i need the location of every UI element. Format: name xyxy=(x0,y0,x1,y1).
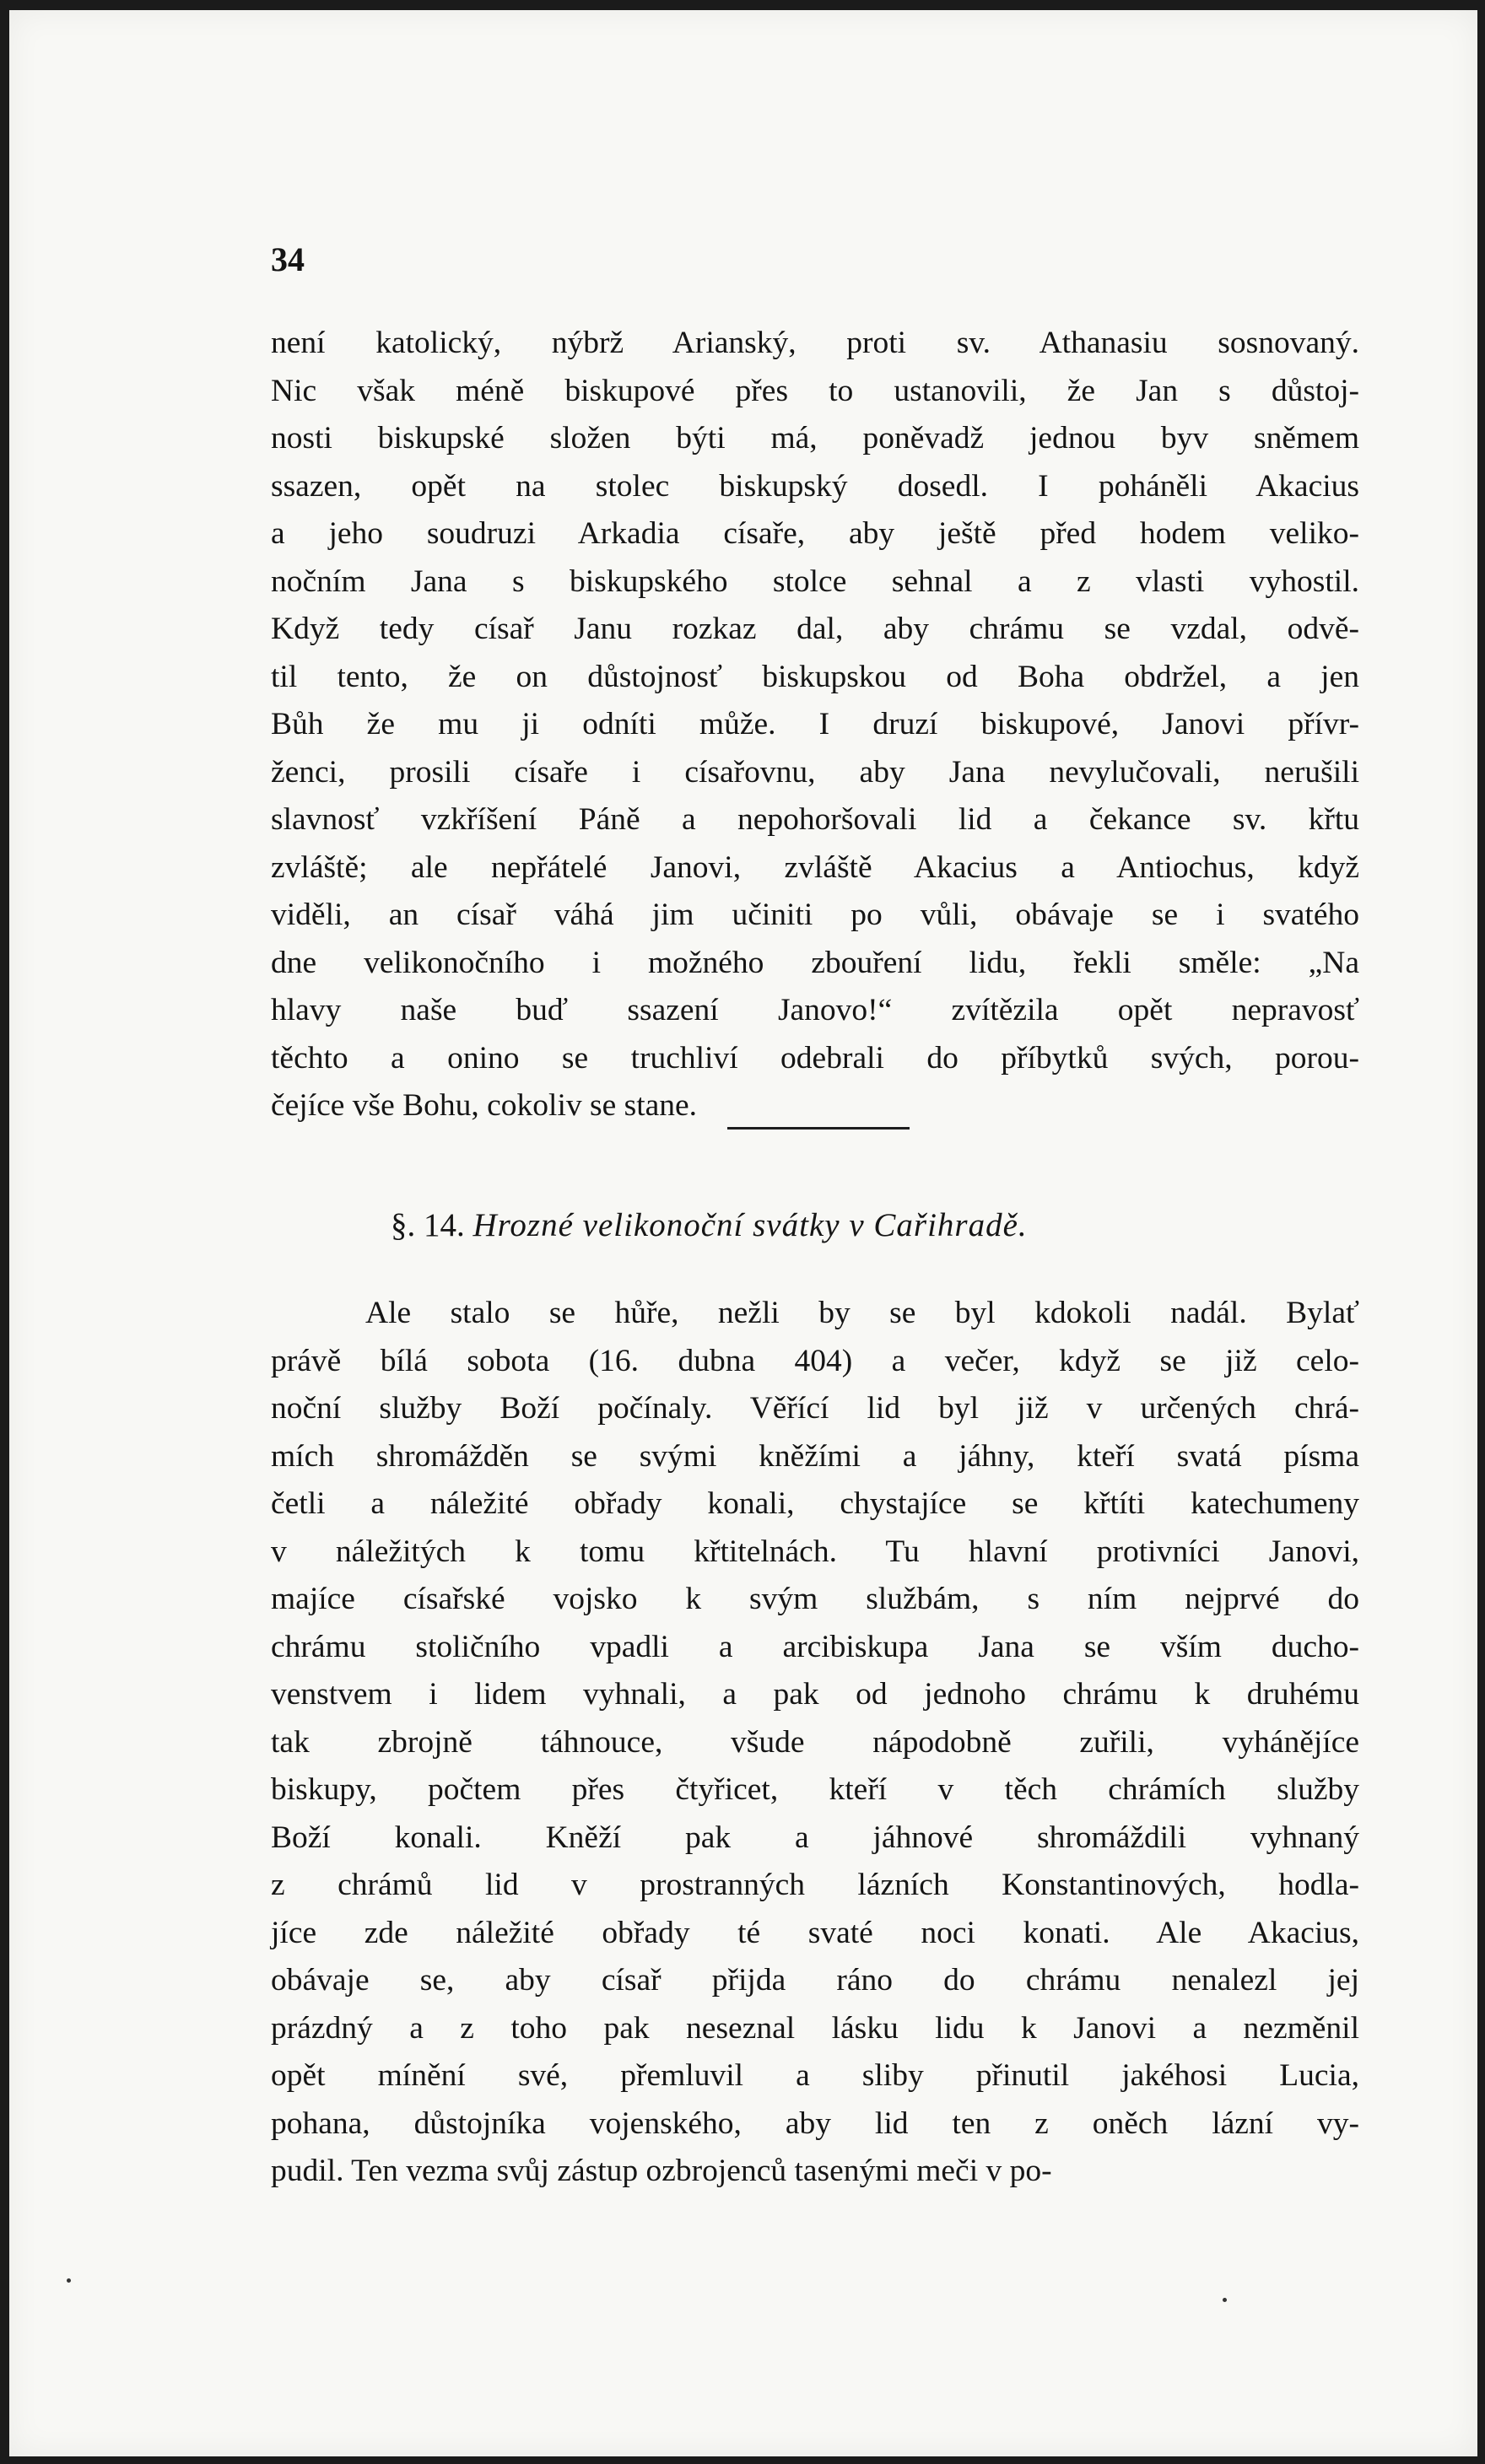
text-line: ssazen, opět na stolec biskupský dosedl. I poháněli Akacius xyxy=(271,468,1359,504)
page-number: 34 xyxy=(271,240,305,278)
paragraph-2 xyxy=(271,1290,1359,2196)
text-line: Ale stalo se hůře, nežli by se byl kdokoli nadál. Bylať xyxy=(365,1296,1359,1330)
text-line: četli a náležité obřady konali, chystajíce se křtíti katechumeny xyxy=(271,1486,1359,1521)
text-line: slavnosť vzkříšení Páně a nepohoršovali lid a čekance sv. křtu xyxy=(271,802,1359,837)
text-line: mích shromážděn se svými kněžími a jáhny, kteří svatá písma xyxy=(271,1438,1359,1474)
text-line: til tento, že on důstojnosť biskupskou od Boha obdržel, a jen xyxy=(271,659,1359,694)
text-line: pohana, důstojníka vojenského, aby lid ten z oněch lázní vy- xyxy=(271,2105,1359,2141)
text-line: prázdný a z toho pak neseznal lásku lidu k Janovi a nezměnil xyxy=(271,2010,1359,2046)
text-line: opět mínění své, přemluvil a sliby přinutil jakéhosi Lucia, xyxy=(271,2058,1359,2093)
text-line: Když tedy císař Janu rozkaz dal, aby chrámu se vzdal, odvě- xyxy=(271,612,1359,646)
text-line: dne velikonočního i možného zbouření lidu, řekli směle: „Na xyxy=(271,945,1359,980)
text-line: Bůh že mu ji odníti může. I druzí biskupové, Janovi přívr- xyxy=(271,707,1359,741)
text-line: v náležitých k tomu křtitelnách. Tu hlavní protivníci Janovi, xyxy=(271,1534,1359,1569)
text-line: viděli, an císař váhá jim učiniti po vůli, obávaje se i svatého xyxy=(271,898,1359,932)
text-line: obávaje se, aby císař přijda ráno do chrámu nenalezl jej xyxy=(271,1963,1359,1998)
text-line: zvláště; ale nepřátelé Janovi, zvláště Akacius a Antiochus, když xyxy=(271,849,1359,885)
text-line: pudil. Ten vezma svůj zástup ozbrojenců tasenými meči v po- xyxy=(271,2154,1052,2188)
text-line: těchto a onino se truchliví odebrali do příbytků svých, porou- xyxy=(271,1040,1359,1076)
text-line: venstvem i lidem vyhnali, a pak od jednoho chrámu k druhému xyxy=(271,1677,1359,1712)
text-line: Boží konali. Kněží pak a jáhnové shromáždili vyhnaný xyxy=(271,1820,1359,1855)
text-line: tak zbrojně táhnouce, všude nápodobně zuřili, vyhánějíce xyxy=(271,1724,1359,1760)
text-line: a jeho soudruzi Arkadia císaře, aby ještě před hodem veliko- xyxy=(271,516,1359,551)
text-line: biskupy, počtem přes čtyřicet, kteří v těch chrámích služby xyxy=(271,1772,1359,1807)
text-line: čejíce vše Bohu, cokoliv se stane. xyxy=(271,1088,698,1123)
text-line: není katolický, nýbrž Arianský, proti sv. Athanasiu sosnovaný. xyxy=(271,326,1359,360)
text-line: hlavy naše buď ssazení Janovo!“ zvítězila opět nepravosť xyxy=(271,993,1359,1027)
text-line: ženci, prosili císaře i císařovnu, aby Jana nevylučovali, nerušili xyxy=(271,754,1359,790)
text-line: noční služby Boží počínaly. Věřící lid byl již v určených chrá- xyxy=(271,1391,1359,1426)
section-heading xyxy=(391,1206,1243,1244)
text-line: chrámu stoličního vpadli a arcibiskupa Jana se vším ducho- xyxy=(271,1629,1359,1664)
text-line: z chrámů lid v prostranných lázních Konstantinových, hodla- xyxy=(271,1868,1359,1902)
scanned-page xyxy=(9,10,1477,2456)
text-line: Nic však méně biskupové přes to ustanovili, že Jan s důstoj- xyxy=(271,373,1359,408)
section-number: §. 14. xyxy=(391,1207,465,1243)
text-line: jíce zde náležité obřady té svaté noci konati. Ale Akacius, xyxy=(271,1915,1359,1950)
section-title: Hrozné velikonoční svátky v Cařihradě. xyxy=(472,1207,1028,1243)
paragraph-1 xyxy=(271,320,1359,1130)
section-separator-rule xyxy=(727,1127,910,1130)
text-line: nočním Jana s biskupského stolce sehnal a z vlasti vyhostil. xyxy=(271,563,1359,599)
text-line: právě bílá sobota (16. dubna 404) a večer, když se již celo- xyxy=(271,1343,1359,1378)
text-line: nosti biskupské složen býti má, poněvadž jednou byv sněmem xyxy=(271,421,1359,456)
scan-speck xyxy=(67,2278,71,2283)
text-line: majíce císařské vojsko k svým službám, s ním nejprvé do xyxy=(271,1582,1359,1616)
scan-speck xyxy=(1223,2298,1227,2302)
